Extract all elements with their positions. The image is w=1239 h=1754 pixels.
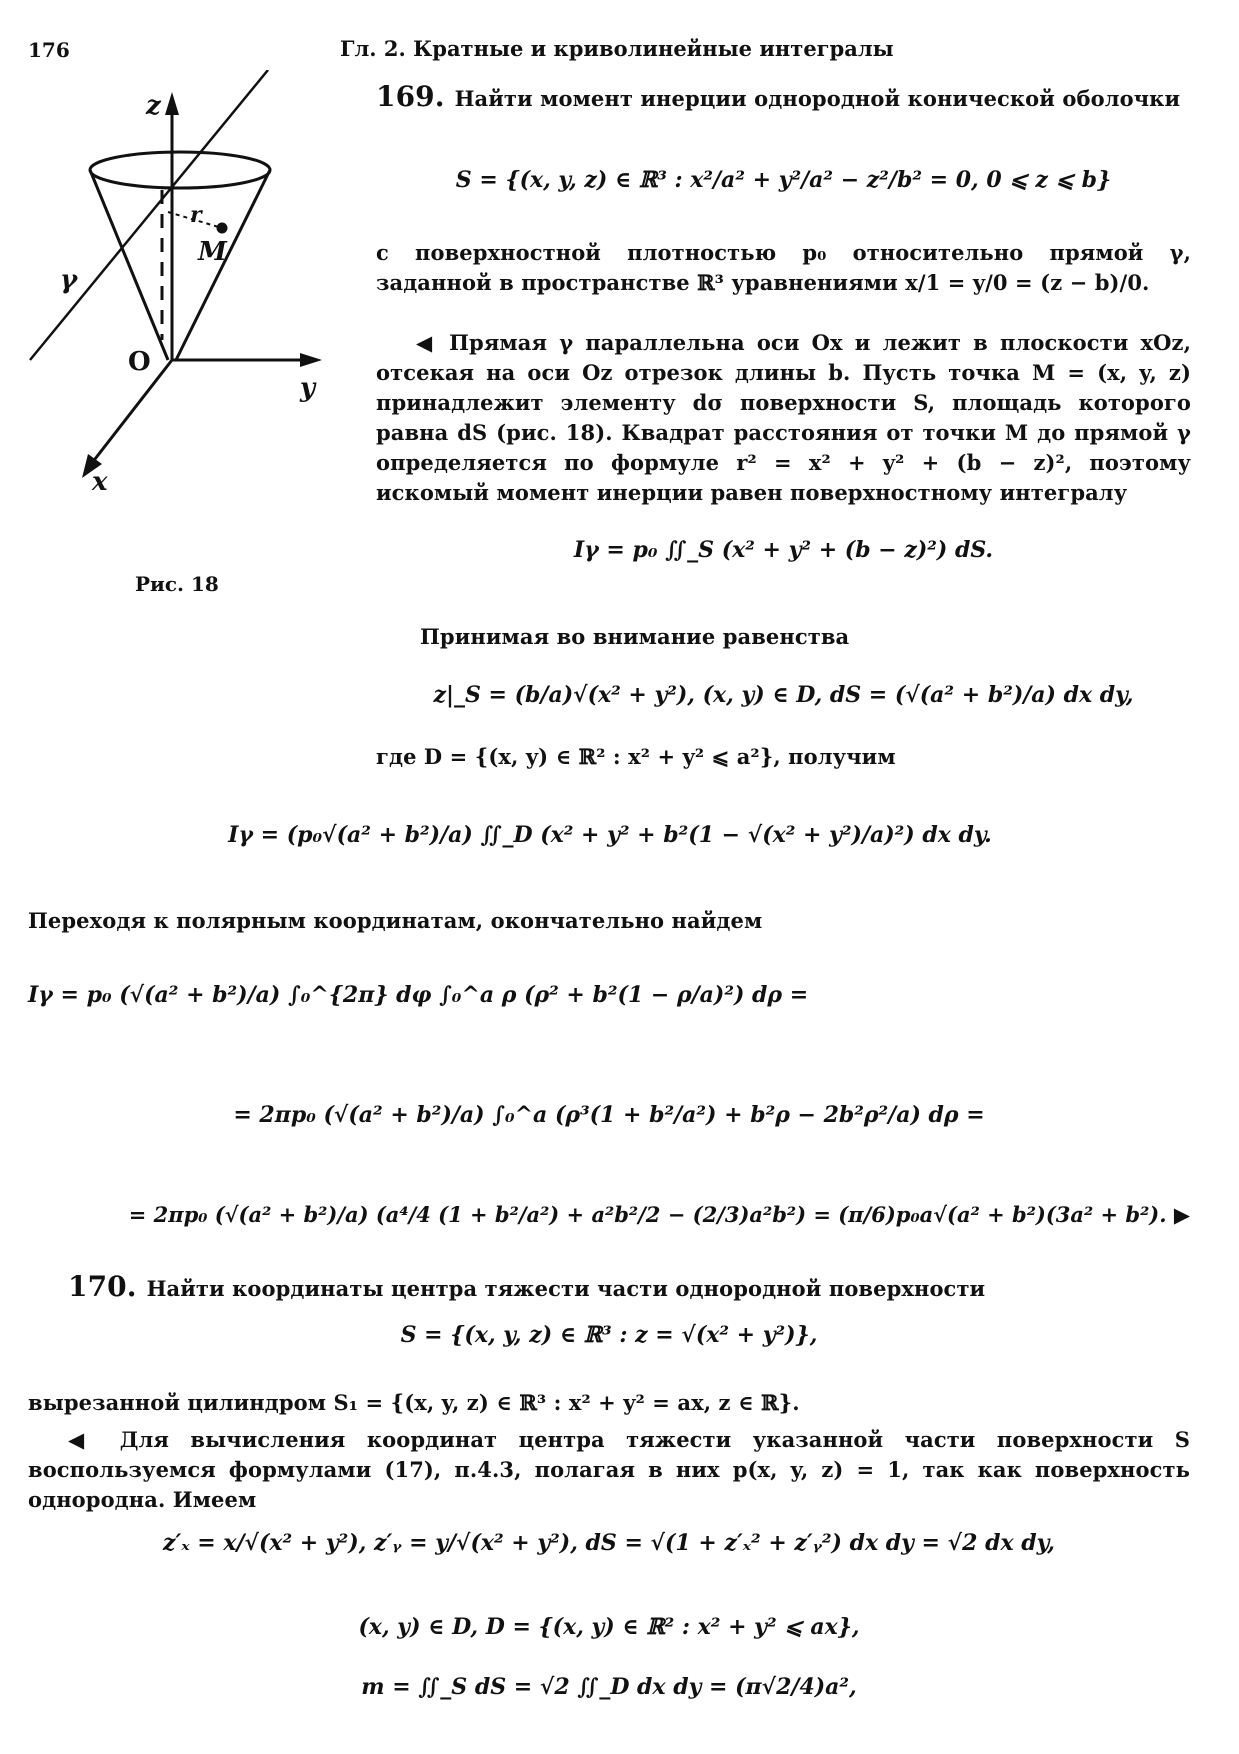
problem-170-text-b: вырезанной цилиндром S₁ = {(x, y, z) ∈ ℝ³ : x² + y² = ax, z ∈ ℝ}. bbox=[28, 1390, 800, 1415]
problem-169-statement bbox=[376, 82, 1191, 114]
problem-169-number: 169. bbox=[376, 80, 445, 113]
z-axis-arrow bbox=[165, 92, 179, 115]
problem-169-text-a: Найти момент инерции однородной конической оболочки bbox=[454, 86, 1181, 111]
gamma-label: γ bbox=[60, 265, 78, 295]
solution-169-paragraph-3: где D = {(x, y) ∈ ℝ² : x² + y² ⩽ a²}, получим bbox=[376, 744, 896, 769]
problem-170-number: 170. bbox=[68, 1270, 137, 1303]
problem-170-text-a: Найти координаты центра тяжести части однородной поверхности bbox=[146, 1276, 986, 1301]
problem-170-statement bbox=[68, 1272, 1190, 1304]
equation-polar-2: = 2πp₀ (√(a² + b²)/a) ∫₀^a (ρ³(1 + b²/a²) + b²ρ − 2b²ρ²/a) dρ = bbox=[233, 1102, 985, 1128]
chapter-title: Гл. 2. Кратные и криволинейные интегралы bbox=[340, 36, 894, 61]
cone-figure bbox=[10, 70, 350, 560]
x-label: x bbox=[92, 467, 108, 497]
solution-170-paragraph-1: ◀ Для вычисления координат центра тяжести указанной части поверхности S воспользуемся формулами (17), п.4.3, полагая в них p(x, y, z) = 1, так как поверхность однородна. Имеем bbox=[28, 1427, 1190, 1512]
y-axis-arrow bbox=[300, 353, 322, 367]
equation-s-surface: S = {(x, y, z) ∈ ℝ³ : z = √(x² + y²)}, bbox=[400, 1322, 818, 1348]
problem-169-text-b: с поверхностной плотностью p₀ относительно прямой γ, заданной в пространстве ℝ³ уравнениями x/1 = y/0 = (z − b)/0. bbox=[376, 240, 1191, 295]
equation-domain: (x, y) ∈ D, D = {(x, y) ∈ ℝ² : x² + y² ⩽ ax}, bbox=[358, 1614, 860, 1640]
y-label: y bbox=[300, 373, 316, 403]
equation-derivatives: z′ₓ = x/√(x² + y²), z′ᵧ = y/√(x² + y²), dS = √(1 + z′ₓ² + z′ᵧ²) dx dy = √2 dx dy, bbox=[163, 1530, 1055, 1556]
equation-s-cone: S = {(x, y, z) ∈ ℝ³ : x²/a² + y²/a² − z²/b² = 0, 0 ⩽ z ⩽ b} bbox=[455, 167, 1112, 193]
cone-rim bbox=[90, 152, 270, 188]
equation-polar-3: = 2πp₀ (√(a² + b²)/a) (a⁴/4 (1 + b²/a²) + a²b²/2 − (2/3)a²b²) = (π/6)p₀a√(a² + b²)(3a² + b²). ▶ bbox=[128, 1202, 1190, 1227]
solution-169-paragraph-4: Переходя к полярным координатам, окончательно найдем bbox=[28, 908, 763, 933]
equation-moment-d: Iγ = (p₀√(a² + b²)/a) ∬_D (x² + y² + b²(1 − √(x² + y²)/a)²) dx dy. bbox=[228, 822, 992, 848]
z-label: z bbox=[146, 91, 161, 121]
equation-z-ds: z|_S = (b/a)√(x² + y²), (x, y) ∈ D, dS = (√(a² + b²)/a) dx dy, bbox=[433, 682, 1134, 708]
solution-169-paragraph-2: Принимая во внимание равенства bbox=[420, 624, 850, 649]
equation-mass: m = ∬_S dS = √2 ∬_D dx dy = (π√2/4)a², bbox=[361, 1674, 857, 1700]
equation-polar-1: Iγ = p₀ (√(a² + b²)/a) ∫₀^{2π} dφ ∫₀^a ρ (ρ² + b²(1 − ρ/a)²) dρ = bbox=[28, 982, 809, 1008]
page-number: 176 bbox=[28, 38, 70, 62]
cone-side-left bbox=[90, 170, 168, 360]
point-m bbox=[218, 224, 226, 232]
equation-moment-integral: Iγ = p₀ ∬_S (x² + y² + (b − z)²) dS. bbox=[573, 537, 994, 563]
solution-169-paragraph-1: ◀ Прямая γ параллельна оси Ox и лежит в плоскости xOz, отсекая на оси Oz отрезок длины b. Пусть точка M = (x, y, z) принадлежит элементу dσ поверхности S, площадь которого равна dS (рис. 18). Квадрат расстояния от точки M до прямой γ определяется по формуле r² = x² + y² + (b − z)², поэтому искомый момент инерции равен поверхностному интегралу bbox=[376, 330, 1191, 505]
figure-caption: Рис. 18 bbox=[135, 572, 219, 596]
origin-label: O bbox=[128, 347, 151, 377]
m-label: M bbox=[198, 237, 227, 267]
r-label: r bbox=[190, 202, 202, 228]
